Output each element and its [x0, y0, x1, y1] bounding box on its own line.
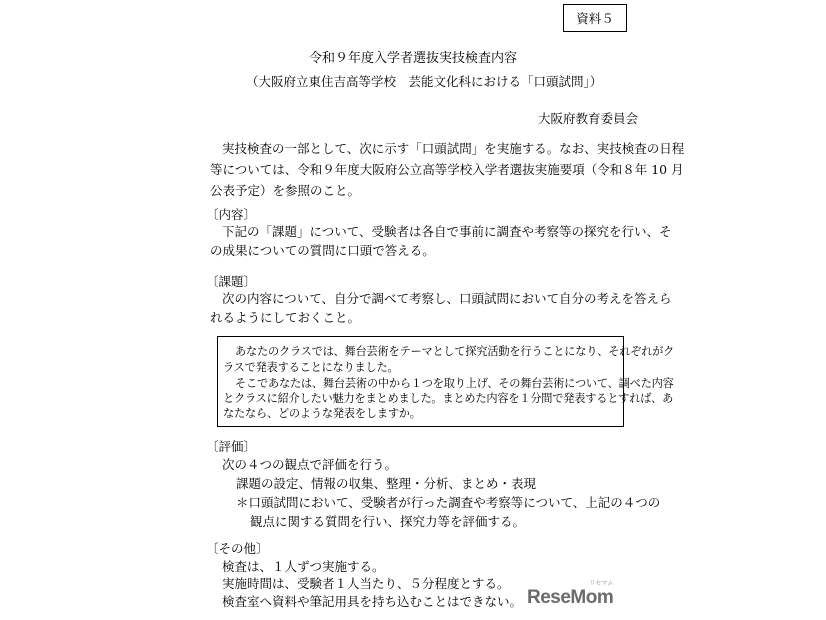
- task-line: れるようにしておくこと。: [210, 310, 361, 325]
- intro-line: 実技検査の一部として、次に示す「口頭試問」を実施する。なお、実技検査の日程: [222, 141, 685, 156]
- content-line: 下記の「課題」について、受験者は各自で事前に調査や考察等の探究を行い、そ: [222, 224, 672, 239]
- content-heading: 〔内容〕: [206, 207, 257, 222]
- task-heading: 〔課題〕: [206, 274, 257, 289]
- task-box-line: あなたのクラスでは、舞台芸術をテーマとして探究活動を行うことになり、それぞれがク: [235, 345, 675, 358]
- logo-text: ReseMom: [527, 587, 614, 608]
- intro-line: 公表予定）を参照のこと。: [210, 183, 361, 198]
- other-heading: 〔その他〕: [206, 541, 269, 556]
- task-box-line: なたなら、どのような発表をしますか。: [223, 407, 421, 420]
- evaluation-note: ＊口頭試問において、受験者が行った調査や考察等について、上記の４つの: [236, 495, 661, 510]
- evaluation-heading: 〔評価〕: [206, 439, 257, 454]
- issuer-name: 大阪府教育委員会: [538, 111, 639, 126]
- resemom-logo: [527, 581, 614, 608]
- task-box-line: ラスで発表することになりました。: [223, 361, 399, 374]
- content-line: の成果についての質問に口頭で答える。: [210, 243, 435, 258]
- logo-ruby: リセマム: [589, 581, 614, 587]
- task-box-line: とクラスに紹介したい魅力をまとめました。まとめた内容を１分間で発表するとすれば、あ: [223, 392, 674, 405]
- task-line: 次の内容について、自分で調べて考察し、口頭試問において自分の考えを答えら: [222, 291, 672, 306]
- document-title: 令和９年度入学者選抜実技検査内容: [308, 51, 517, 66]
- document-subtitle: （大阪府立東住吉高等学校 芸能文化科における「口頭試問」）: [246, 74, 603, 89]
- evaluation-line: 次の４つの観点で評価を行う。: [222, 457, 398, 472]
- document-label: [563, 4, 627, 32]
- evaluation-line: 課題の設定、情報の収集、整理・分析、まとめ・表現: [236, 476, 537, 491]
- intro-line: 等については、令和９年度大阪府公立高等学校入学者選抜実施要項（令和８年 10 月: [210, 162, 684, 177]
- task-box-line: そこであなたは、舞台芸術の中から１つを取り上げ、その舞台芸術について、調べた内容: [235, 377, 674, 390]
- task-box: [217, 336, 675, 427]
- other-line: 検査室へ資料や筆記用具を持ち込むことはできない。: [222, 594, 523, 609]
- evaluation-note: 観点に関する質問を行い、探究力等を評価する。: [250, 514, 526, 529]
- other-line: 実施時間は、受験者１人当たり、５分程度とする。: [222, 576, 510, 591]
- other-line: 検査は、１人ずつ実施する。: [222, 559, 385, 574]
- document-label-text: 資料５: [576, 11, 614, 26]
